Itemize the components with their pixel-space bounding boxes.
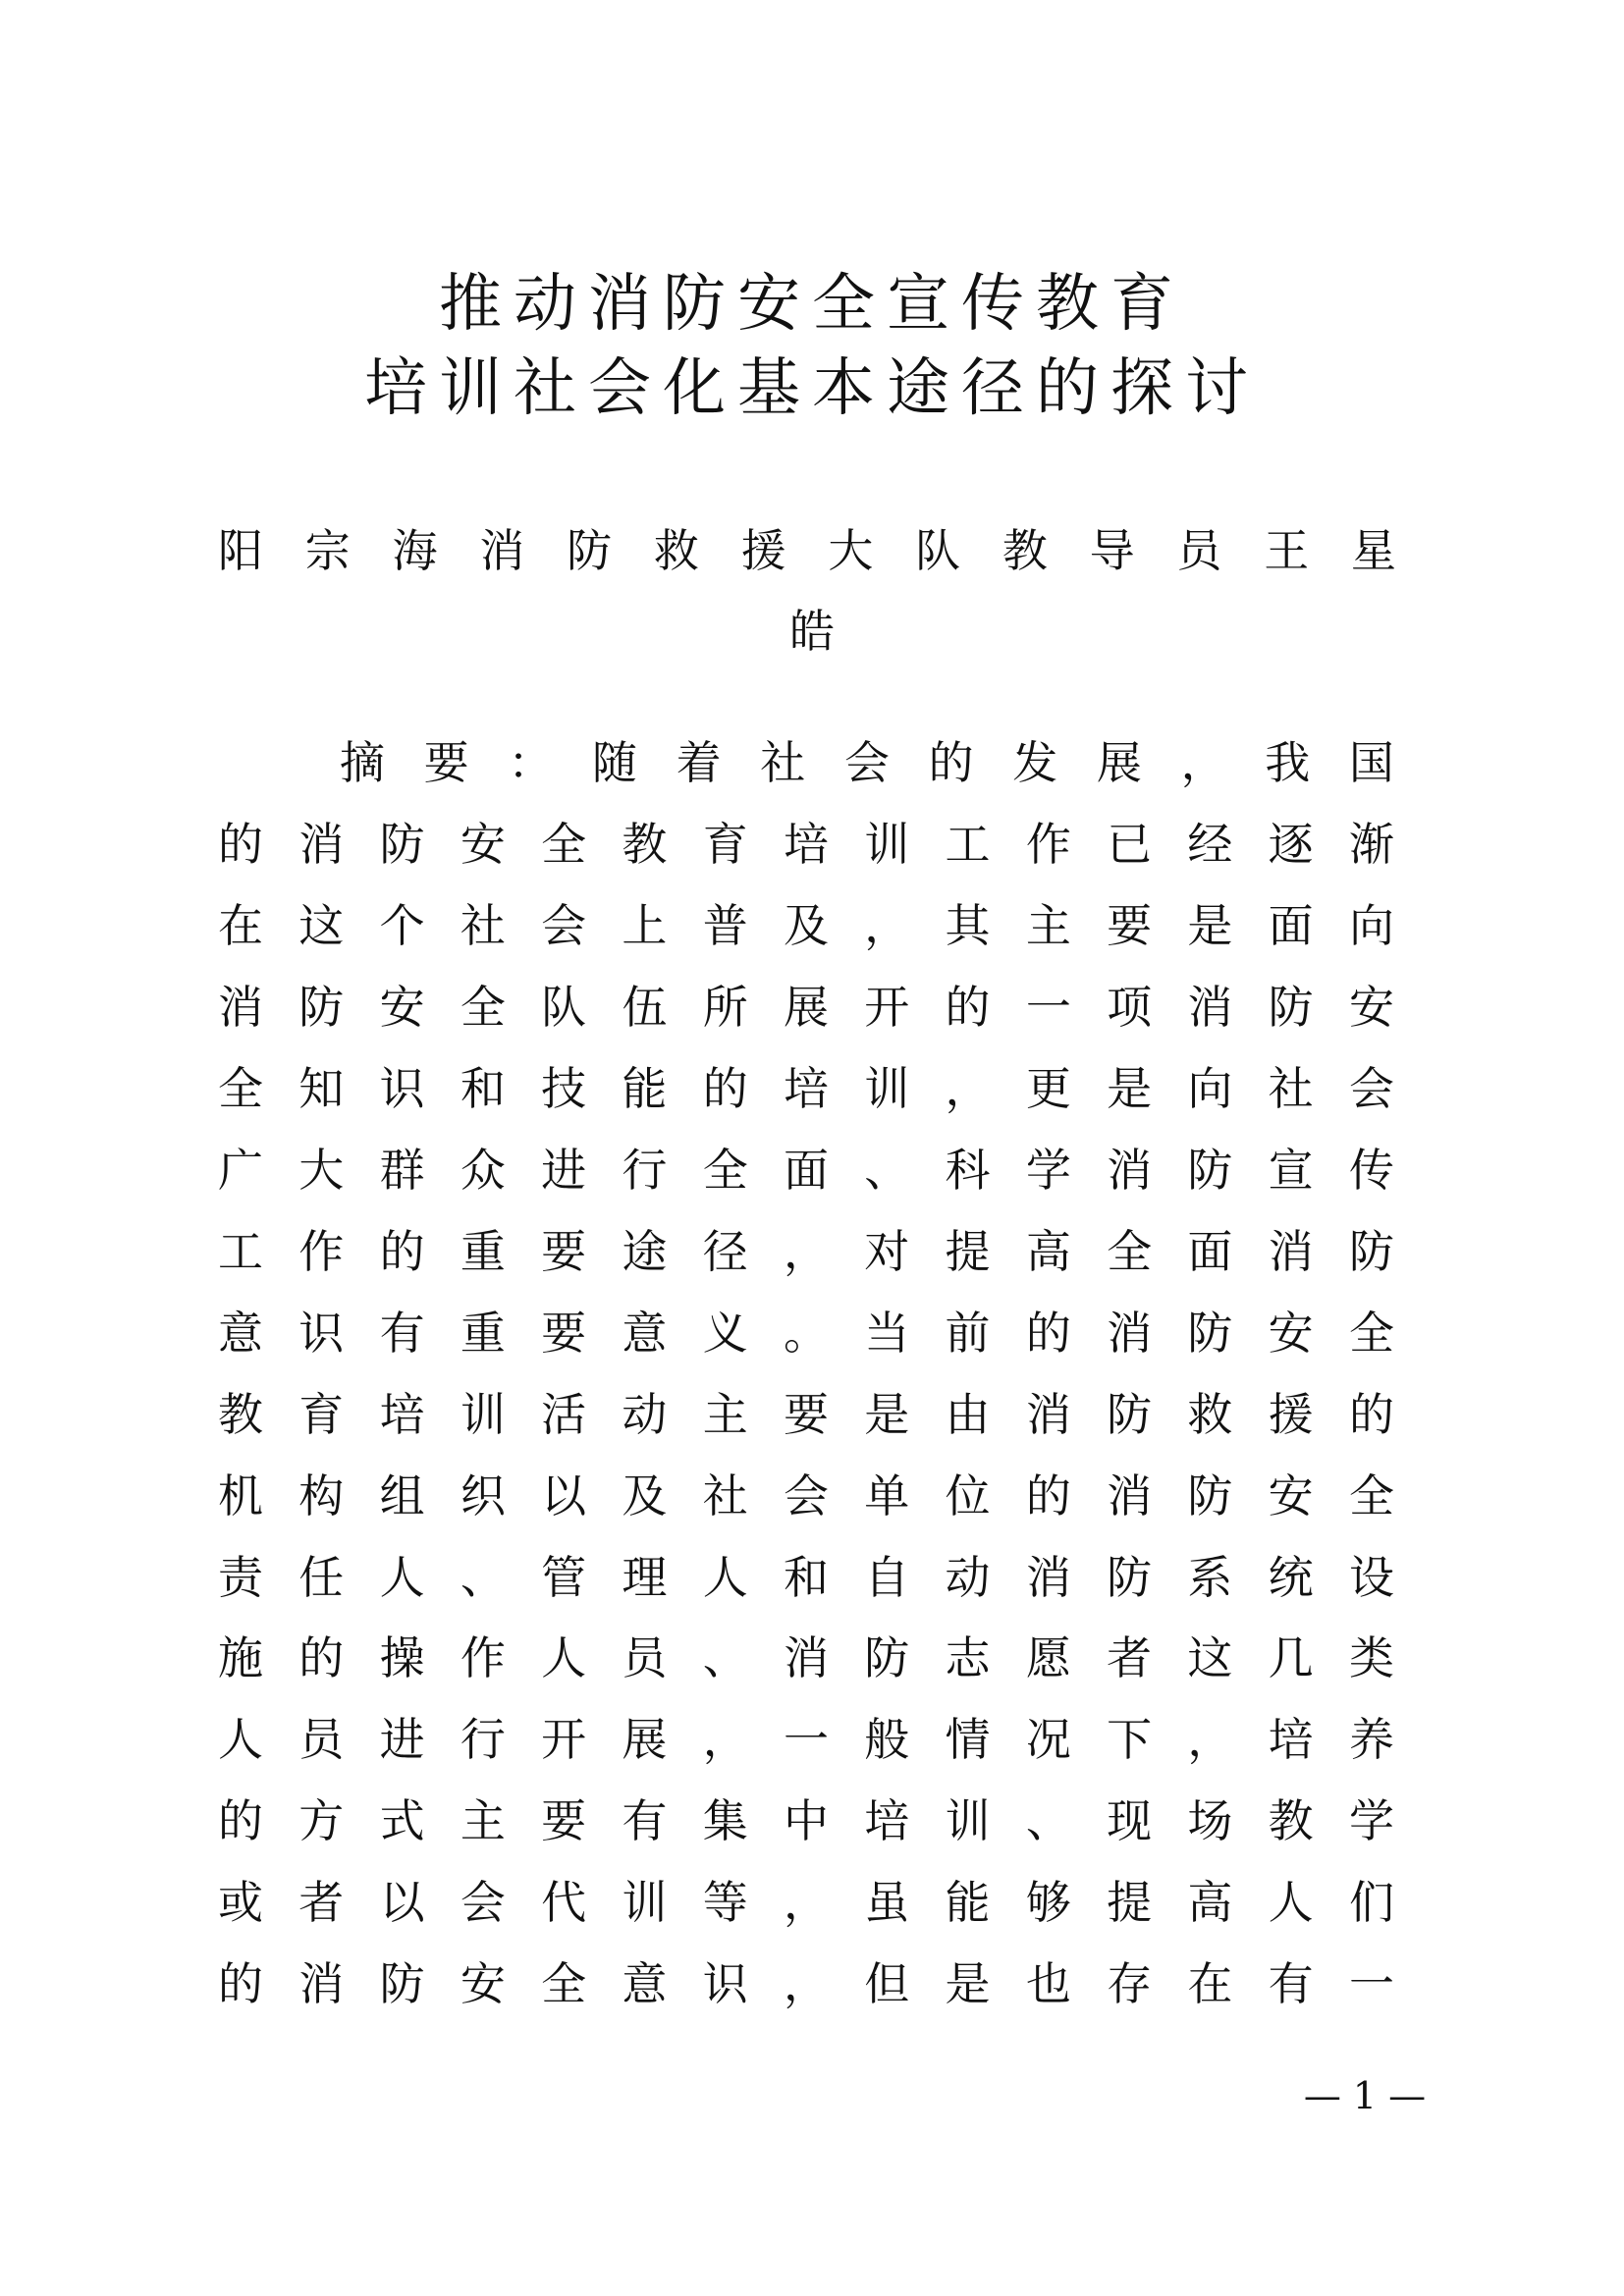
body-line: 摘 要 ： 随 着 社 会 的 发 展 ， 我 国 <box>340 736 1394 789</box>
body-line: 消 防 安 全 队 伍 所 展 开 的 一 项 消 防 安 <box>218 980 1394 1034</box>
body-line: 在 这 个 社 会 上 普 及 ， 其 主 要 是 面 向 <box>218 898 1394 952</box>
author-line-tail: 皓 <box>789 605 835 658</box>
body-line: 机 构 组 织 以 及 社 会 单 位 的 消 防 安 全 <box>218 1468 1394 1522</box>
body-line: 的 方 式 主 要 有 集 中 培 训 、 现 场 教 学 <box>218 1794 1394 1848</box>
page-number: — 1 — <box>1303 2074 1427 2117</box>
author-line: 阳 宗 海 消 防 救 援 大 队 教 导 员 王 星 <box>218 524 1396 577</box>
body-line: 意 识 有 重 要 意 义 。 当 前 的 消 防 安 全 <box>218 1306 1394 1360</box>
body-line: 人 员 进 行 开 展 ， 一 般 情 况 下 ， 培 养 <box>218 1713 1394 1767</box>
body-line: 全 知 识 和 技 能 的 培 训 ， 更 是 向 社 会 <box>218 1061 1394 1115</box>
body-line: 责 任 人 、 管 理 人 和 自 动 消 防 系 统 设 <box>218 1550 1394 1604</box>
body-line: 广 大 群 众 进 行 全 面 、 科 学 消 防 宣 传 <box>218 1143 1394 1197</box>
body-line: 的 消 防 安 全 意 识 ， 但 是 也 存 在 有 一 <box>218 1957 1394 2011</box>
body-line: 教 育 培 训 活 动 主 要 是 由 消 防 救 援 的 <box>218 1387 1394 1441</box>
body-line: 的 消 防 安 全 教 育 培 训 工 作 已 经 逐 渐 <box>218 817 1394 871</box>
document-title-line-1: 推动消防安全宣传教育 <box>439 268 1185 341</box>
body-line: 施 的 操 作 人 员 、 消 防 志 愿 者 这 几 类 <box>218 1631 1394 1685</box>
document-title-line-2: 培训社会化基本途径的探讨 <box>364 352 1260 425</box>
body-line: 工 作 的 重 要 途 径 ， 对 提 高 全 面 消 防 <box>218 1224 1394 1278</box>
body-line: 或 者 以 会 代 训 等 ， 虽 能 够 提 高 人 们 <box>218 1876 1394 1930</box>
